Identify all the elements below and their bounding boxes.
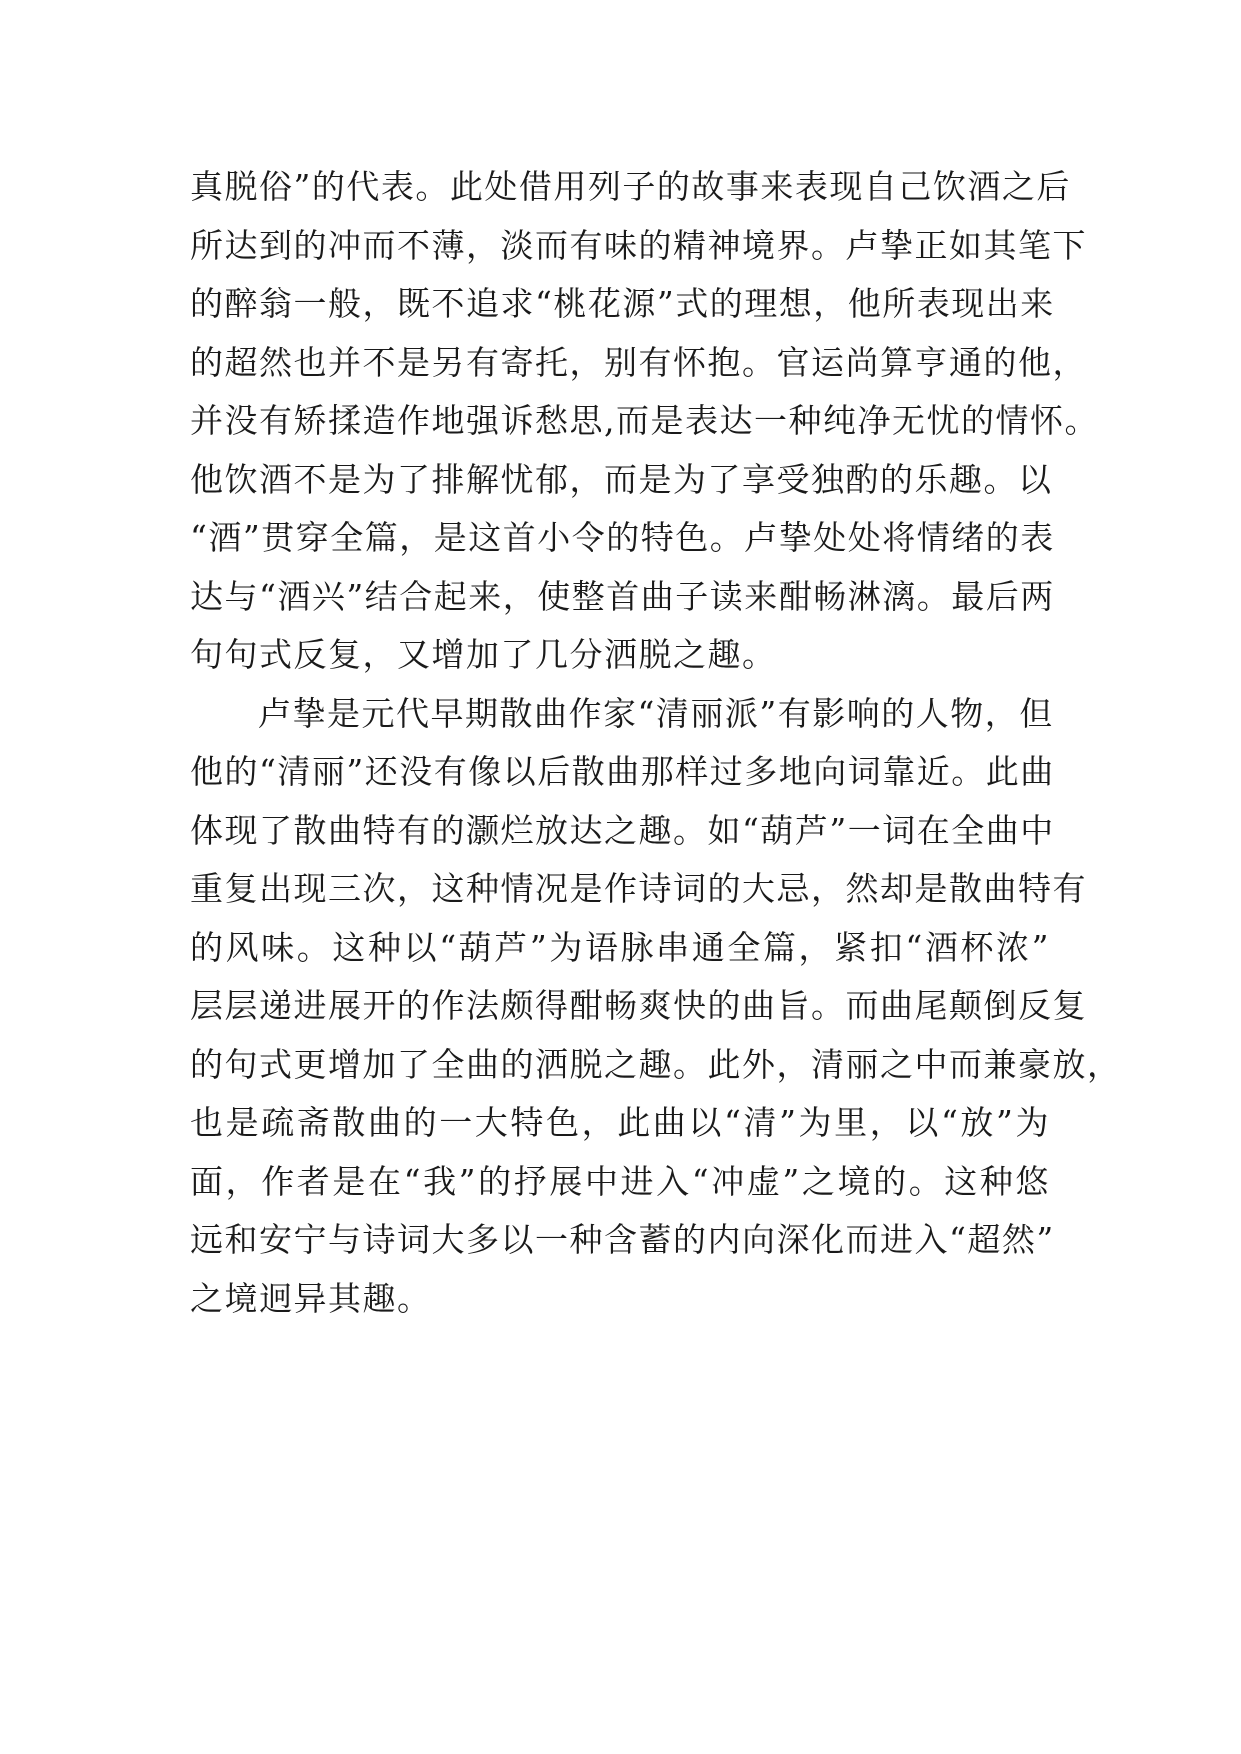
text-line: 的超然也并不是另有寄托，别有怀抱。官运尚算亨通的他， [190, 342, 1087, 382]
text-line: 的醉翁一般，既不追求“桃花源”式的理想，他所表现出来 [190, 284, 1055, 323]
text-line: 他的“清丽”还没有像以后散曲那样过多地向词靠近。此曲 [190, 752, 1055, 791]
text-line: 体现了散曲特有的灏烂放达之趣。如“葫芦”一词在全曲中 [190, 810, 1055, 850]
text-line: 所达到的冲而不薄，淡而有味的精神境界。卢挚正如其笔下 [190, 225, 1087, 265]
text-line: 他饮酒不是为了排解忧郁，而是为了享受独酌的乐趣。以 [190, 459, 1053, 499]
text-line: 达与“酒兴”结合起来，使整首曲子读来酣畅淋漓。最后两 [190, 576, 1055, 616]
text-line: 层层递进展开的作法颇得酣畅爽快的曲旨。而曲尾颠倒反复 [190, 986, 1087, 1025]
text-line: 远和安宁与诗词大多以一种含蓄的内向深化而进入“超然” [190, 1220, 1055, 1259]
text-line: 真脱俗”的代表。此处借用列子的故事来表现自己饮酒之后 [190, 167, 1071, 206]
text-line: 之境迥异其趣。 [190, 1278, 432, 1318]
text-line: “酒”贯穿全篇，是这首小令的特色。卢挚处处将情绪的表 [190, 518, 1055, 557]
text-line: 并没有矫揉造作地强诉愁思,而是表达一种纯净无忧的情怀。 [190, 401, 1099, 440]
text-line: 面，作者是在“我”的抒展中进入“冲虚”之境的。这种悠 [190, 1161, 1050, 1201]
text-line: 的句式更增加了全曲的洒脱之趣。此外，清丽之中而兼豪放， [190, 1044, 1122, 1084]
paragraph-1 [190, 158, 1099, 685]
text-line: 句句式反复，又增加了几分洒脱之趣。 [190, 635, 777, 674]
text-line: 的风味。这种以“葫芦”为语脉串通全篇，紧扣“酒杯浓” [190, 927, 1050, 967]
text-line: 重复出现三次，这种情况是作诗词的大忌，然却是散曲特有 [190, 869, 1087, 908]
text-line: 也是疏斋散曲的一大特色，此曲以“清”为里，以“放”为 [190, 1103, 1050, 1142]
body-text [190, 158, 1122, 1328]
paragraph-2 [190, 685, 1122, 1329]
text-line: 卢挚是元代早期散曲作家“清丽派”有影响的人物，但 [258, 693, 1054, 733]
